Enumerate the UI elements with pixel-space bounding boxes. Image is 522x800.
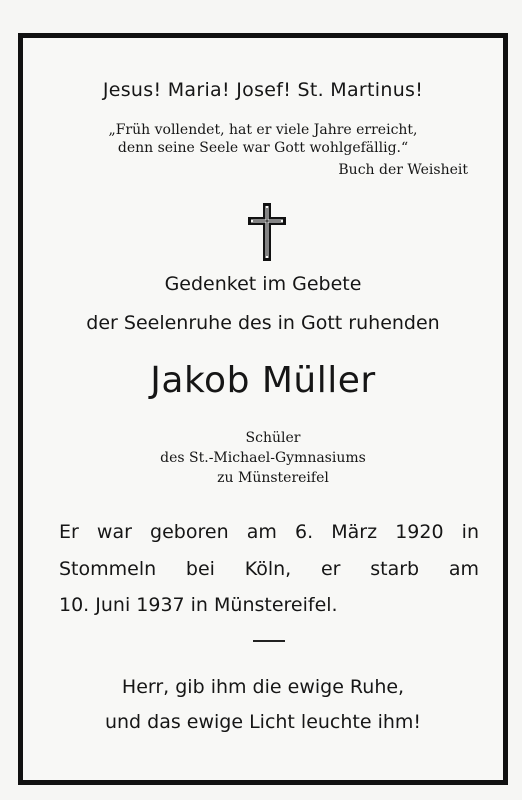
biography-line-1: Er war geboren am 6. März 1920 in xyxy=(59,521,479,543)
cross-icon xyxy=(248,203,286,261)
prayer-line-2: und das ewige Licht leuchte ihm! xyxy=(104,711,422,733)
role-line-1: Schüler xyxy=(245,430,301,446)
role-line-2: des St.-Michael-Gymnasiums xyxy=(160,450,366,466)
quote-line-2: denn seine Seele war Gott wohlgefällig.“ xyxy=(117,140,409,156)
quote-source: Buch der Weisheit xyxy=(338,162,468,178)
invocation-header: Jesus! Maria! Josef! St. Martinus! xyxy=(102,79,424,101)
divider xyxy=(253,640,285,642)
memorial-card xyxy=(18,33,508,785)
biography-line-2: Stommeln bei Köln, er starb am xyxy=(59,558,479,580)
deceased-name: Jakob Müller xyxy=(150,360,376,401)
biography-line-3: 10. Juni 1937 in Münstereifel. xyxy=(59,594,338,616)
intro-line-1: Gedenket im Gebete xyxy=(164,273,362,295)
intro-line-2: der Seelenruhe des in Gott ruhenden xyxy=(86,312,440,334)
prayer-line-1: Herr, gib ihm die ewige Ruhe, xyxy=(121,676,405,698)
role-line-3: zu Münstereifel xyxy=(217,470,329,486)
quote-line-1: „Früh vollendet, hat er viele Jahre erreicht, xyxy=(108,122,418,138)
